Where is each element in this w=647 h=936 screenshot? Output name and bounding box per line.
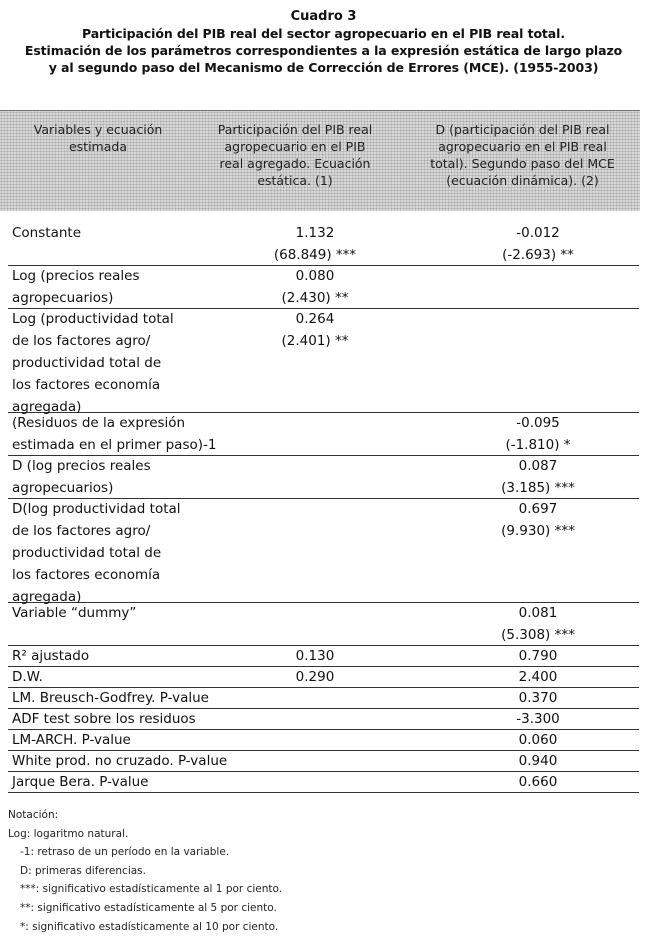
table-row [8, 412, 639, 456]
stat-value-2: 0.940 [518, 753, 558, 769]
row-label [12, 265, 232, 309]
row-label [12, 308, 232, 418]
stat-label: D.W. [12, 669, 43, 685]
t-statistic: (-2.693) ** [502, 247, 574, 263]
row-label-line: agregada) [12, 399, 82, 415]
header-text: (ecuación dinámica). (2) [446, 173, 599, 188]
coefficient-cell [438, 498, 638, 542]
coefficient-value: -0.012 [516, 225, 560, 241]
notes-heading: Notación: [8, 809, 59, 821]
t-statistic: (3.185) *** [501, 480, 575, 496]
row-label-line: los factores economía [12, 377, 161, 393]
row-label [12, 498, 232, 608]
coefficient-cell [438, 602, 638, 646]
coefficient-value: 0.264 [295, 311, 335, 327]
t-statistic: (2.430) ** [281, 290, 349, 306]
table-row [8, 498, 639, 603]
row-label-line: Log (precios reales [12, 268, 140, 284]
stat-label: Jarque Bera. P-value [12, 774, 149, 790]
row-label-line: productividad total de [12, 355, 162, 371]
header-column-2 [405, 121, 640, 189]
stat-value-2: 0.790 [518, 648, 558, 664]
table-header [0, 110, 640, 211]
row-label: Constante [12, 225, 81, 241]
stat-label: ADF test sobre los residuos [12, 711, 196, 727]
stat-value-2: 0.370 [518, 690, 558, 706]
header-text: real agregado. Ecuación [219, 156, 371, 171]
coefficient-value: -0.095 [516, 415, 560, 431]
title-line: Estimación de los parámetros correspondientes a la expresión estática de largo plazo [24, 43, 623, 58]
stat-value-2: 0.660 [518, 774, 558, 790]
table-row [8, 455, 639, 499]
stat-value-2: 2.400 [518, 669, 558, 685]
row-label-line: D (log precios reales [12, 458, 151, 474]
note-line: ***: significativo estadísticamente al 1 por ciento. [20, 883, 283, 896]
header-text: Variables y ecuación [33, 122, 163, 137]
row-label: Variable “dummy” [12, 605, 137, 621]
t-statistic: (-1.810) * [505, 437, 571, 453]
header-text: D (participación del PIB real [435, 122, 610, 137]
row-label-line: agropecuarios) [12, 290, 114, 306]
stat-label: White prod. no cruzado. P-value [12, 753, 228, 769]
table-row [8, 222, 639, 266]
row-label-line: D(log productividad total [12, 501, 181, 517]
header-column-1 [205, 121, 385, 189]
stat-row [8, 729, 639, 751]
title-line: y al segundo paso del Mecanismo de Corrección de Errores (MCE). (1955-2003) [48, 60, 599, 75]
row-label-line: estimada en el primer paso)-1 [12, 437, 217, 453]
row-label-line: Log (productividad total [12, 311, 174, 327]
stat-row [8, 687, 639, 709]
coefficient-cell [240, 222, 390, 266]
header-variables [18, 121, 178, 155]
t-statistic: (68.849) *** [273, 247, 357, 263]
coefficient-value: 1.132 [295, 225, 335, 241]
t-statistic: (5.308) *** [501, 627, 575, 643]
row-label-line: los factores economía [12, 567, 161, 583]
coefficient-cell [438, 222, 638, 266]
coefficient-value: 0.080 [295, 268, 335, 284]
table-number: Cuadro 3 [290, 9, 357, 24]
coefficient-cell [240, 308, 390, 352]
row-label-line: productividad total de [12, 545, 162, 561]
stat-value-2: -3.300 [516, 711, 560, 727]
row-label [12, 412, 232, 456]
stat-value-1: 0.290 [295, 669, 335, 685]
coefficient-cell [438, 412, 638, 456]
note-line: -1: retraso de un período en la variable. [20, 846, 230, 859]
header-text: agropecuario en el PIB [224, 139, 366, 154]
stat-label: LM-ARCH. P-value [12, 732, 131, 748]
stat-row [8, 708, 639, 730]
stat-label: LM. Breusch-Godfrey. P-value [12, 690, 209, 706]
note-line: **: significativo estadísticamente al 5 por ciento. [20, 901, 277, 914]
row-label-line: agregada) [12, 589, 82, 605]
t-statistic: (2.401) ** [281, 333, 349, 349]
row-label-line: agropecuarios) [12, 480, 114, 496]
table-row [8, 602, 639, 646]
row-label-line: (Residuos de la expresión [12, 415, 186, 431]
stat-row [8, 666, 639, 688]
coefficient-cell [438, 455, 638, 499]
header-text: estimada [68, 139, 127, 154]
table-row [8, 265, 639, 309]
note-line: *: significativo estadísticamente al 10 por ciento. [20, 920, 279, 933]
table-row [8, 308, 639, 413]
stat-row [8, 645, 639, 667]
header-text: estática. (1) [257, 173, 333, 188]
row-label-line: de los factores agro/ [12, 333, 151, 349]
note-line: Log: logaritmo natural. [8, 827, 129, 840]
stat-value-2: 0.060 [518, 732, 558, 748]
table-title [0, 8, 647, 76]
header-text: Participación del PIB real [217, 122, 373, 137]
coefficient-value: 0.081 [518, 605, 558, 621]
notation-notes [8, 806, 282, 936]
coefficient-value: 0.087 [518, 458, 558, 474]
note-line: D: primeras diferencias. [20, 864, 146, 877]
stat-row [8, 750, 639, 772]
stat-value-1: 0.130 [295, 648, 335, 664]
header-text: agropecuario en el PIB real [438, 139, 607, 154]
header-text: total). Segundo paso del MCE [430, 156, 615, 171]
stat-row [8, 771, 639, 793]
coefficient-value: 0.697 [518, 501, 558, 517]
row-label-line: de los factores agro/ [12, 523, 151, 539]
row-label [12, 455, 232, 499]
t-statistic: (9.930) *** [501, 523, 575, 539]
title-line: Participación del PIB real del sector agropecuario en el PIB real total. [82, 26, 565, 41]
coefficient-cell [240, 265, 390, 309]
stat-label: R² ajustado [12, 648, 90, 664]
